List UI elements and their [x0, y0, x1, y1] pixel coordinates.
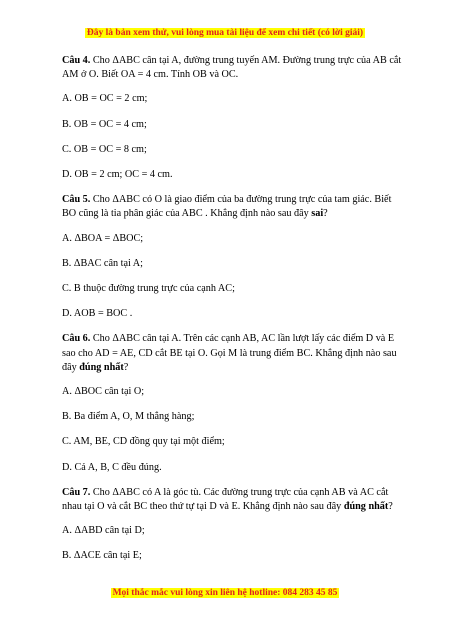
question-4-option-d: D. OB = 2 cm; OC = 4 cm. [62, 169, 173, 181]
question-6-option-d: D. Cả A, B, C đều đúng. [62, 461, 162, 473]
question-4-label: Câu 4. [62, 55, 91, 66]
question-7-option-b: B. ΔACE cân tại E; [62, 550, 142, 562]
question-6-label: Câu 6. [62, 333, 91, 345]
question-5-option-b: B. ΔBAC cân tại A; [62, 257, 143, 269]
question-6-option-c: C. AM, BE, CD đồng quy tại một điểm; [62, 436, 225, 448]
question-4-option-c: C. OB = OC = 8 cm; [62, 143, 147, 155]
question-6-stem [62, 332, 402, 375]
question-4-stem [62, 54, 402, 82]
question-5-text-end: ? [323, 208, 328, 220]
question-5-label: Câu 5. [62, 194, 91, 206]
question-7-option-a: A. ΔABD cân tại D; [62, 525, 145, 537]
header-banner [0, 28, 450, 38]
question-7-text: Cho ΔABC có A là góc tù. Các đường trung trực của cạnh AB và AC cắt nhau tại O và cắt BC theo thứ tự tại D và E. Khẳng định nào sau đây [62, 486, 389, 513]
question-7-stem [62, 486, 402, 514]
footer-banner [0, 588, 450, 598]
question-5-option-c: C. B thuộc đường trung trực của cạnh AC; [62, 283, 235, 295]
question-6-text-end: ? [123, 361, 129, 373]
question-6-keyword: đúng nhất [79, 361, 124, 373]
question-4-option-b: B. OB = OC = 4 cm; [62, 118, 147, 130]
question-5-keyword: sai [311, 208, 324, 220]
question-6-option-b: B. Ba điểm A, O, M thẳng hàng; [62, 411, 195, 423]
question-7-keyword: đúng nhất [343, 501, 389, 513]
question-6-text: Cho ΔABC cân tại A. Trên các cạnh AB, AC lần lượt lấy các điểm D và E sao cho AD = AE, CD cắt BE tại O. Gọi M là trung điểm BC. Khẳng định nào sau đây [62, 333, 397, 373]
document-body [62, 54, 402, 575]
question-5-option-a: A. ΔBOA = ΔBOC; [62, 232, 144, 244]
footer-banner-text: Mọi thắc mắc vui lòng xin liên hệ hotline: 084 283 45 85 [112, 588, 338, 598]
question-5-stem [62, 193, 402, 221]
question-7-label: Câu 7. [62, 486, 91, 498]
question-4-text: Cho ΔABC cân tại A, đường trung tuyến AM. Đường trung trực của AB cắt AM ở O. Biết OA = 4 cm. Tính OB và OC. [62, 55, 402, 81]
question-6-option-a: A. ΔBOC cân tại O; [62, 386, 145, 398]
question-5-text: Cho ΔABC có O là giao điểm của ba đường trung trực của tam giác. Biết BO cũng là tia phân giác của ABC . Khẳng định nào sau đây [62, 194, 392, 220]
header-banner-text: Đây là bản xem thử, vui lòng mua tài liệu để xem chi tiết (có lời giải) [86, 28, 364, 38]
question-7-text-end: ? [388, 501, 393, 513]
question-4-option-a: A. OB = OC = 2 cm; [62, 93, 148, 105]
question-5-option-d: D. AOB = BOC . [62, 308, 133, 320]
